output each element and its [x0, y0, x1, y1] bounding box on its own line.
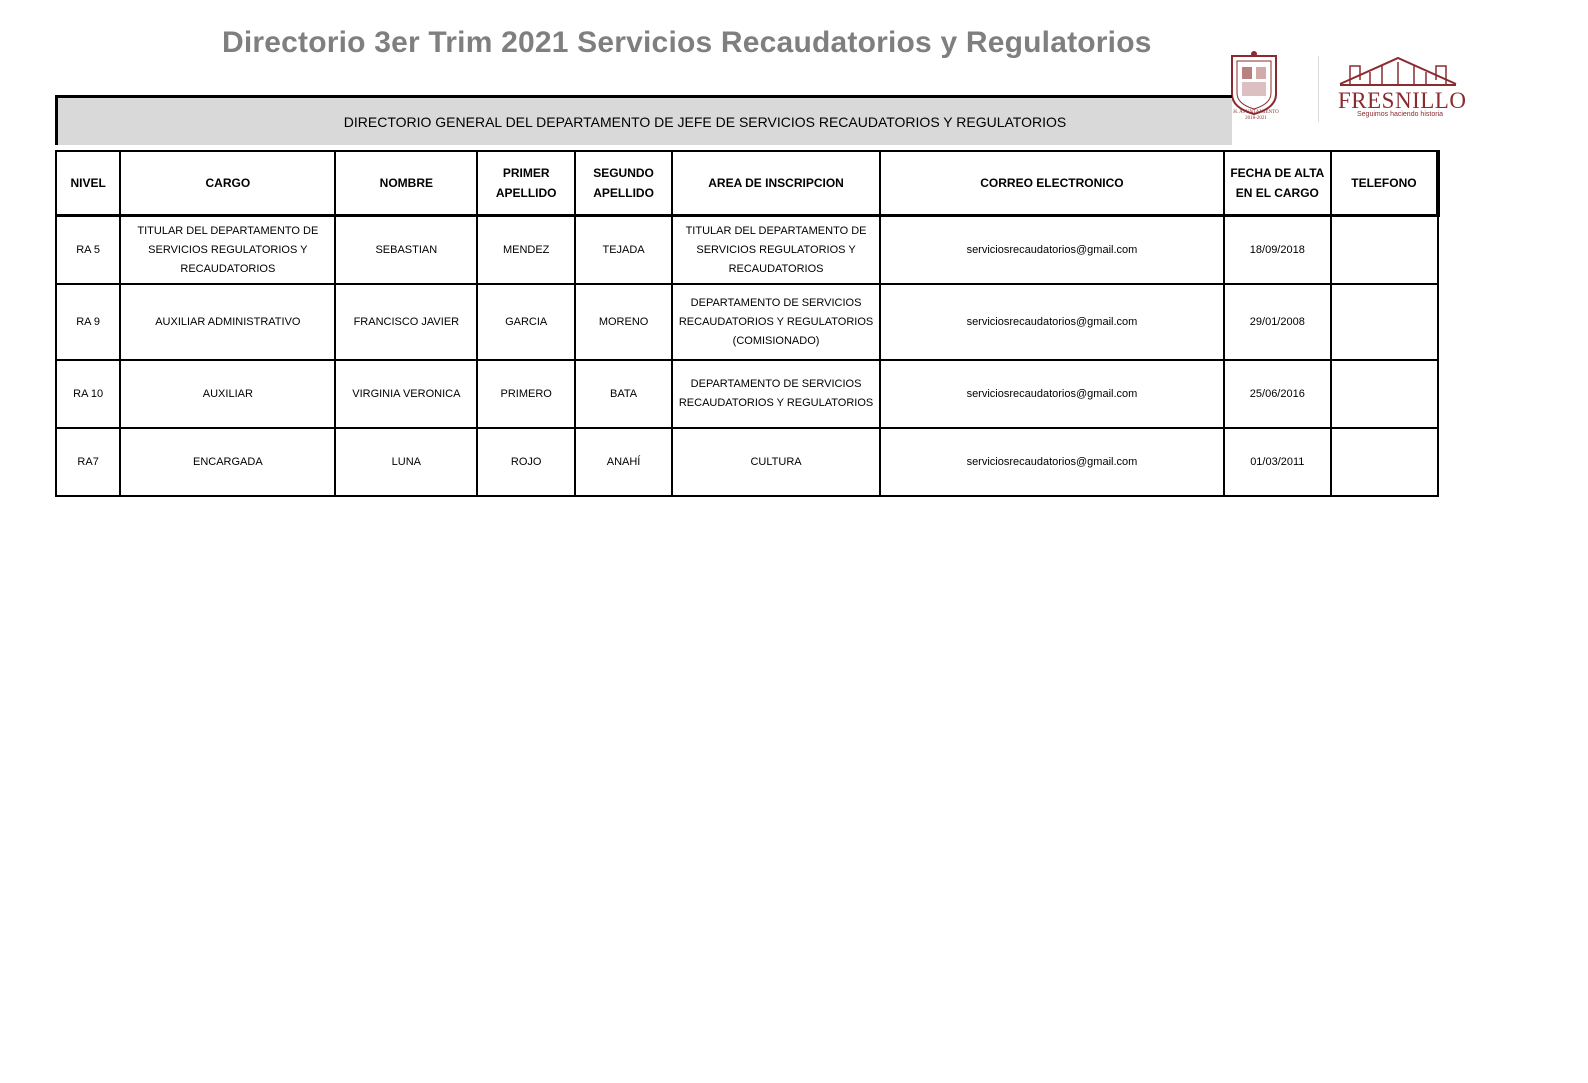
cell-segundo-apellido: MORENO: [575, 284, 672, 360]
header-segundo-apellido: SEGUNDO APELLIDO: [575, 151, 672, 216]
directory-table: [55, 150, 1440, 497]
cell-area: TITULAR DEL DEPARTAMENTO DE SERVICIOS REGULATORIOS Y RECAUDATORIOS: [672, 216, 880, 285]
fresnillo-tagline: Seguimos haciendo historia: [1357, 111, 1443, 118]
header-fecha: FECHA DE ALTA EN EL CARGO: [1224, 151, 1331, 216]
fresnillo-logo-text: FRESNILLO: [1338, 88, 1467, 113]
cell-telefono: [1331, 428, 1438, 496]
cell-cargo: AUXILIAR ADMINISTRATIVO: [120, 284, 335, 360]
header-area: AREA DE INSCRIPCION: [672, 151, 880, 216]
header-correo: CORREO ELECTRONICO: [880, 151, 1224, 216]
cell-telefono: [1331, 360, 1438, 428]
cell-nivel: RA7: [56, 428, 120, 496]
header-nivel: NIVEL: [56, 151, 120, 216]
logo-divider: [1318, 56, 1319, 122]
table-row: [56, 216, 1438, 285]
cell-segundo-apellido: ANAHÍ: [575, 428, 672, 496]
header-nombre: NOMBRE: [335, 151, 477, 216]
cell-nivel: RA 5: [56, 216, 120, 285]
cell-primer-apellido: ROJO: [477, 428, 575, 496]
cell-cargo: AUXILIAR: [120, 360, 335, 428]
header-primer-apellido: PRIMER APELLIDO: [477, 151, 575, 216]
header-cargo: CARGO: [120, 151, 335, 216]
cell-nivel: RA 9: [56, 284, 120, 360]
cell-area: DEPARTAMENTO DE SERVICIOS RECAUDATORIOS Y REGULATORIOS (COMISIONADO): [672, 284, 880, 360]
cell-primer-apellido: PRIMERO: [477, 360, 575, 428]
table-row: [56, 284, 1438, 360]
table-banner: [55, 95, 1232, 145]
cell-primer-apellido: GARCIA: [477, 284, 575, 360]
cell-segundo-apellido: TEJADA: [575, 216, 672, 285]
cell-nombre: VIRGINIA VERONICA: [335, 360, 477, 428]
banner-text: DIRECTORIO GENERAL DEL DEPARTAMENTO DE JEFE DE SERVICIOS RECAUDATORIOS Y REGULATORIOS: [343, 113, 1067, 130]
cell-fecha: 25/06/2016: [1224, 360, 1331, 428]
cell-fecha: 01/03/2011: [1224, 428, 1331, 496]
cell-telefono: [1331, 284, 1438, 360]
cell-nombre: LUNA: [335, 428, 477, 496]
cell-area: DEPARTAMENTO DE SERVICIOS RECAUDATORIOS Y REGULATORIOS: [672, 360, 880, 428]
cell-segundo-apellido: BATA: [575, 360, 672, 428]
cell-fecha: 29/01/2008: [1224, 284, 1331, 360]
cell-area: CULTURA: [672, 428, 880, 496]
cell-nivel: RA 10: [56, 360, 120, 428]
cell-nombre: SEBASTIAN: [335, 216, 477, 285]
table-row: [56, 360, 1438, 428]
cell-cargo: TITULAR DEL DEPARTAMENTO DE SERVICIOS REGULATORIOS Y RECAUDATORIOS: [120, 216, 335, 285]
table-row: [56, 428, 1438, 496]
table-header-row: [56, 151, 1438, 216]
cell-correo[interactable]: serviciosrecaudatorios@gmail.com: [880, 284, 1224, 360]
cell-cargo: ENCARGADA: [120, 428, 335, 496]
cell-primer-apellido: MENDEZ: [477, 216, 575, 285]
cell-correo[interactable]: serviciosrecaudatorios@gmail.com: [880, 216, 1224, 285]
cell-fecha: 18/09/2018: [1224, 216, 1331, 285]
cell-telefono: [1331, 216, 1438, 285]
seal-caption: H. AYUNTAMIENTO 2018-2021: [1233, 110, 1279, 121]
cell-correo[interactable]: serviciosrecaudatorios@gmail.com: [880, 360, 1224, 428]
cell-correo[interactable]: serviciosrecaudatorios@gmail.com: [880, 428, 1224, 496]
cell-nombre: FRANCISCO JAVIER: [335, 284, 477, 360]
header-telefono: TELEFONO: [1331, 151, 1438, 216]
document-title: Directorio 3er Trim 2021 Servicios Recaudatorios y Regulatorios: [222, 26, 1152, 59]
